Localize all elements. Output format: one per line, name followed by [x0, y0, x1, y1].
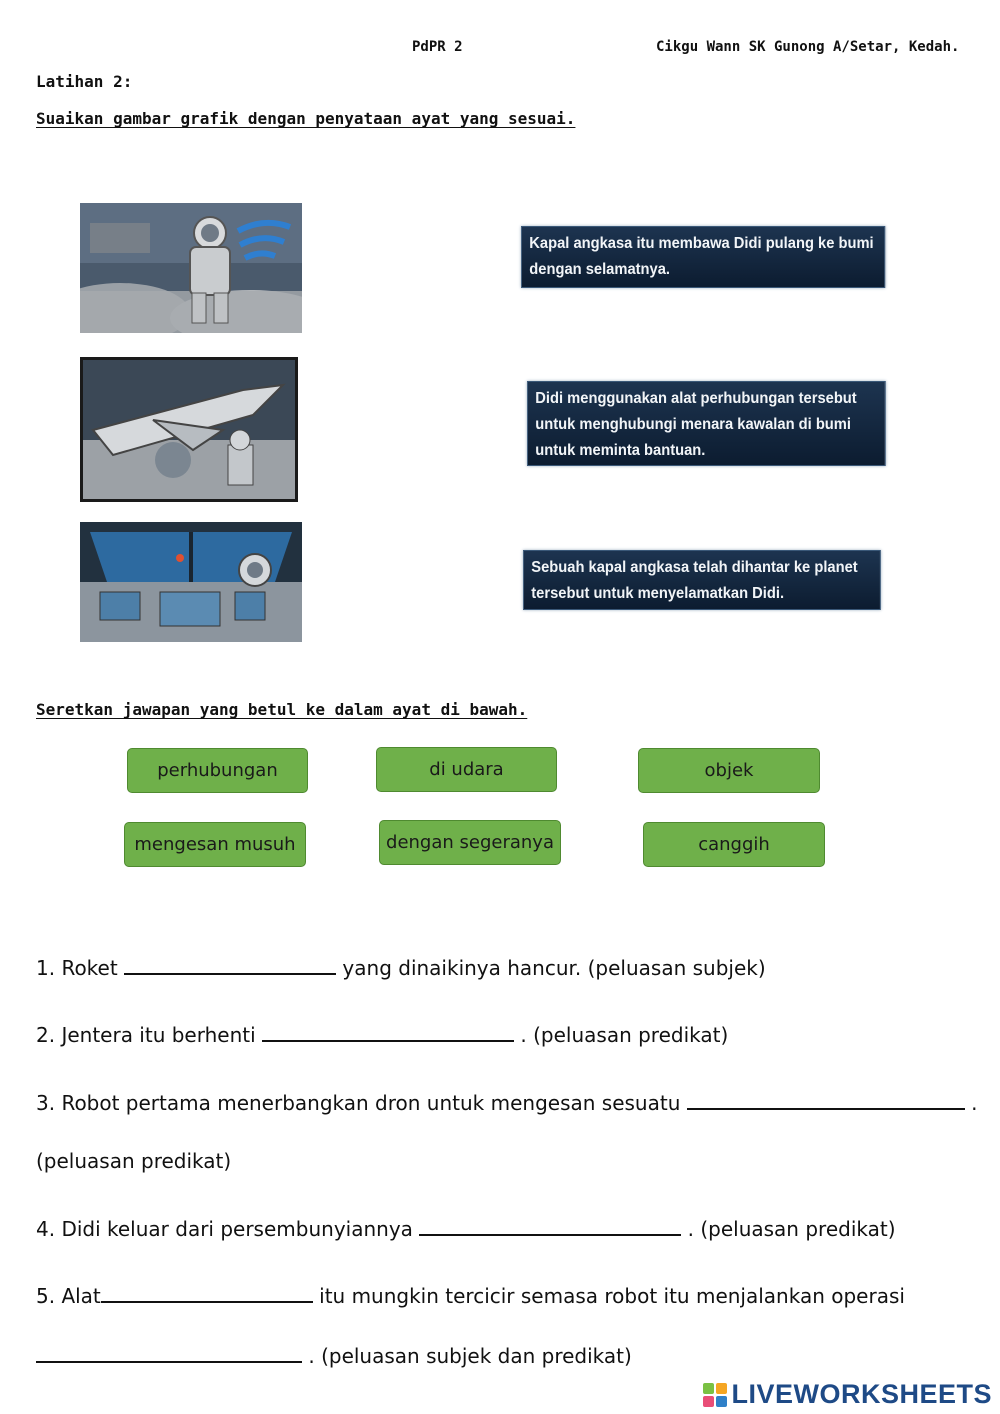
question-5-line2-after: . (peluasan subjek dan predikat) — [308, 1344, 632, 1368]
answer-blank-5b[interactable] — [36, 1343, 302, 1363]
liveworksheets-logo — [703, 1379, 992, 1410]
exercise-title: Latihan 2: — [36, 72, 133, 91]
answer-blank-4[interactable] — [419, 1216, 681, 1236]
answer-chip-mengesan-musuh[interactable]: mengesan musuh — [124, 822, 306, 867]
liveworksheets-grid-icon — [703, 1383, 727, 1407]
question-4 — [36, 1216, 896, 1241]
question-5-after: itu mungkin tercicir semasa robot itu menjalankan operasi — [319, 1284, 905, 1308]
answer-chip-perhubungan[interactable]: perhubungan — [127, 748, 308, 793]
question-2-before: 2. Jentera itu berhenti — [36, 1023, 256, 1047]
question-5-line2 — [36, 1343, 632, 1368]
sentence-card-1[interactable]: Kapal angkasa itu membawa Didi pulang ke bumi dengan selamatnya. — [521, 226, 885, 288]
answer-blank-1[interactable] — [124, 955, 336, 975]
question-3-before: 3. Robot pertama menerbangkan dron untuk mengesan sesuatu — [36, 1091, 681, 1115]
question-2 — [36, 1022, 728, 1047]
answer-chip-di-udara[interactable]: di udara — [376, 747, 557, 792]
sentence-card-2[interactable]: Didi menggunakan alat perhubungan tersebut untuk menghubungi menara kawalan di bumi untuk meminta bantuan. — [527, 381, 886, 466]
astronaut-picture — [80, 203, 302, 333]
question-1 — [36, 955, 766, 980]
header-right: Cikgu Wann SK Gunong A/Setar, Kedah. — [656, 39, 960, 55]
question-3-line2: (peluasan predikat) — [36, 1149, 232, 1173]
answer-chip-canggih[interactable]: canggih — [643, 822, 825, 867]
instruction-match: Suaikan gambar grafik dengan penyataan ayat yang sesuai. — [36, 109, 576, 128]
answer-chip-objek[interactable]: objek — [638, 748, 820, 793]
answer-chip-dengan-segeranya[interactable]: dengan segeranya — [379, 820, 561, 865]
question-2-after: . (peluasan predikat) — [520, 1023, 729, 1047]
sentence-card-3[interactable]: Sebuah kapal angkasa telah dihantar ke planet tersebut untuk menyelamatkan Didi. — [523, 550, 881, 610]
question-3 — [36, 1090, 977, 1115]
instruction-drag: Seretkan jawapan yang betul ke dalam ayat di bawah. — [36, 700, 528, 719]
answer-blank-2[interactable] — [262, 1022, 514, 1042]
question-5 — [36, 1283, 905, 1308]
question-5-before: 5. Alat — [36, 1284, 101, 1308]
question-1-after: yang dinaikinya hancur. (peluasan subjek) — [342, 956, 766, 980]
answer-blank-3[interactable] — [687, 1090, 965, 1110]
question-4-after: . (peluasan predikat) — [687, 1217, 896, 1241]
liveworksheets-text: LIVEWORKSHEETS — [731, 1379, 992, 1409]
answer-blank-5a[interactable] — [101, 1283, 313, 1303]
question-1-before: 1. Roket — [36, 956, 118, 980]
rocket-picture — [80, 357, 298, 502]
question-4-before: 4. Didi keluar dari persembunyiannya — [36, 1217, 413, 1241]
header-left: PdPR 2 — [412, 39, 463, 55]
question-3-after: . — [971, 1091, 978, 1115]
cockpit-picture — [80, 522, 302, 642]
